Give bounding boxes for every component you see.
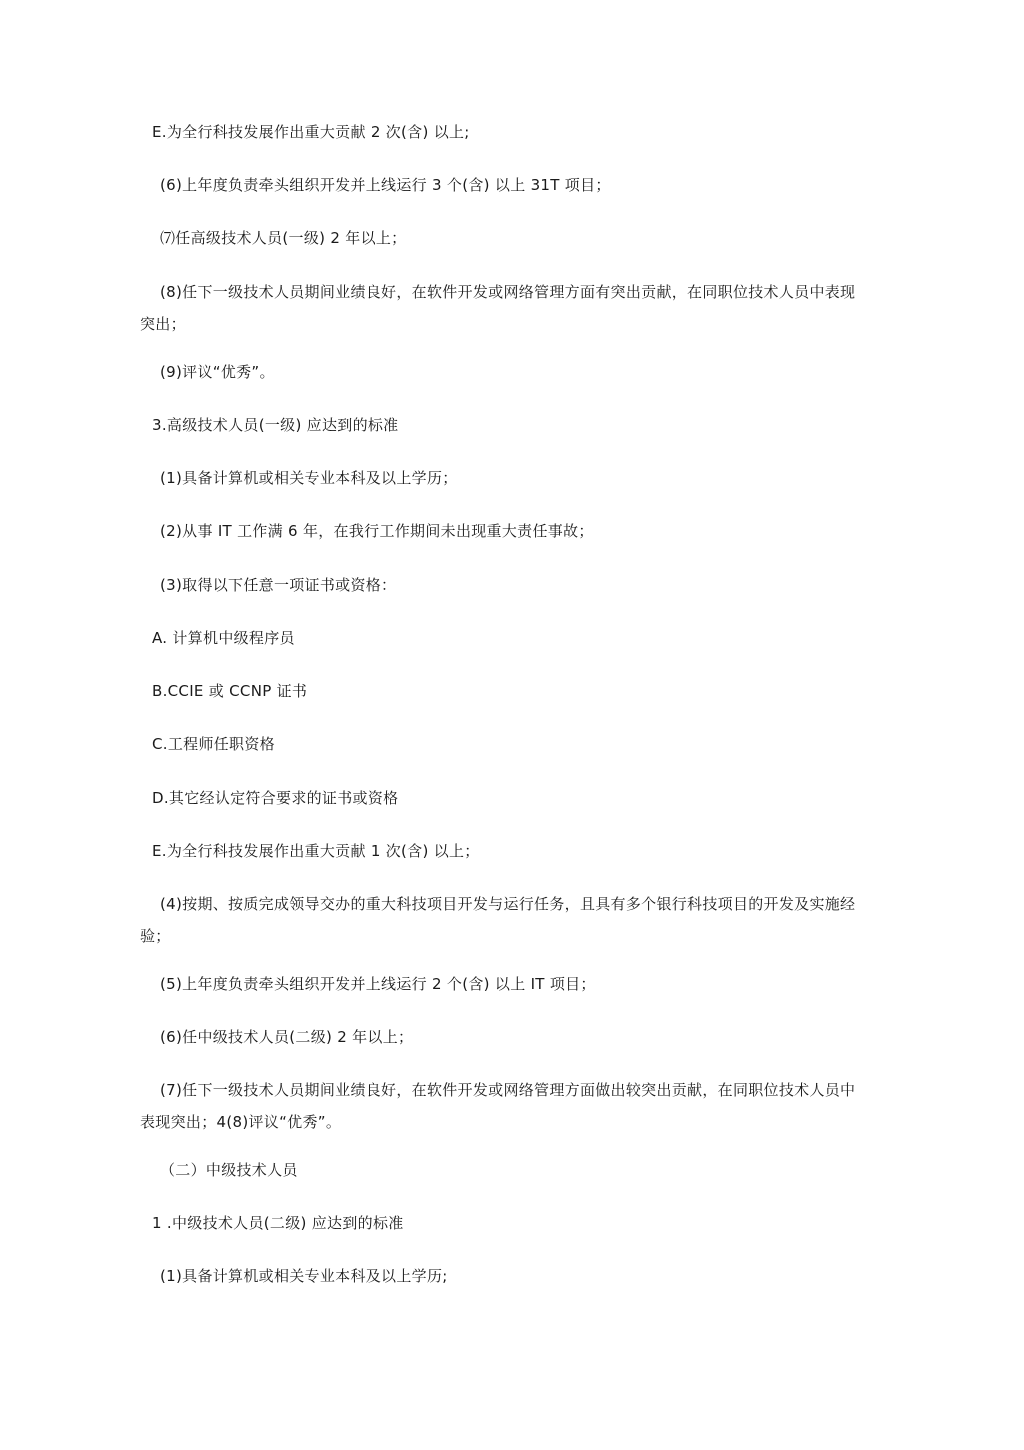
paragraph-criterion-e-major-contribution-twice: E.为全行科技发展作出重大贡献 2 次(含) 以上; xyxy=(152,123,470,141)
paragraph-option-d: D.其它经认定符合要求的证书或资格 xyxy=(152,789,399,807)
paragraph-item-5-projects: (5)上年度负责牵头组织开发并上线运行 2 个(含) 以上 IT 项目； xyxy=(160,975,596,993)
paragraph-item-8-performance: (8)任下一级技术人员期间业绩良好，在软件开发或网络管理方面有突出贡献，在同职位技术人员中表现突出； xyxy=(140,283,856,333)
paragraph-item-9-evaluation: (9)评议“优秀”。 xyxy=(160,363,275,381)
paragraph-item-6-mid-tenure: (6)任中级技术人员(二级) 2 年以上； xyxy=(160,1028,414,1046)
section-heading-senior-level-1: 3.高级技术人员(一级) 应达到的标准 xyxy=(152,416,399,434)
paragraph-item-7-performance: (7)任下一级技术人员期间业绩良好，在软件开发或网络管理方面做出较突出贡献，在同职位技术人员中表现突出；4(8)评议“优秀”。 xyxy=(140,1081,856,1131)
paragraph-item-1-degree: (1)具备计算机或相关专业本科及以上学历； xyxy=(160,469,458,487)
paragraph-option-e: E.为全行科技发展作出重大贡献 1 次(含) 以上； xyxy=(152,842,480,860)
paragraph-option-b: B.CCIE 或 CCNP 证书 xyxy=(152,682,308,700)
section-heading-mid-level-2: 1 .中级技术人员(二级) 应达到的标准 xyxy=(152,1214,404,1232)
paragraph-item-4-tasks: (4)按期、按质完成领导交办的重大科技项目开发与运行任务，且具有多个银行科技项目的开发及实施经验； xyxy=(140,895,856,945)
paragraph-item-2-experience: (2)从事 IT 工作满 6 年，在我行工作期间未出现重大责任事故； xyxy=(160,522,594,540)
paragraph-item-3-certificates: (3)取得以下任意一项证书或资格： xyxy=(160,576,397,594)
paragraph-option-a: A. 计算机中级程序员 xyxy=(152,629,295,647)
paragraph-item-7-senior-tenure: ⑺任高级技术人员(一级) 2 年以上； xyxy=(160,229,407,247)
section-heading-mid-level: （二）中级技术人员 xyxy=(160,1161,298,1179)
paragraph-item-1-degree-mid: (1)具备计算机或相关专业本科及以上学历; xyxy=(160,1267,448,1285)
paragraph-option-c: C.工程师任职资格 xyxy=(152,735,275,753)
paragraph-item-6-projects: (6)上年度负责牵头组织开发并上线运行 3 个(含) 以上 31T 项目； xyxy=(160,176,611,194)
